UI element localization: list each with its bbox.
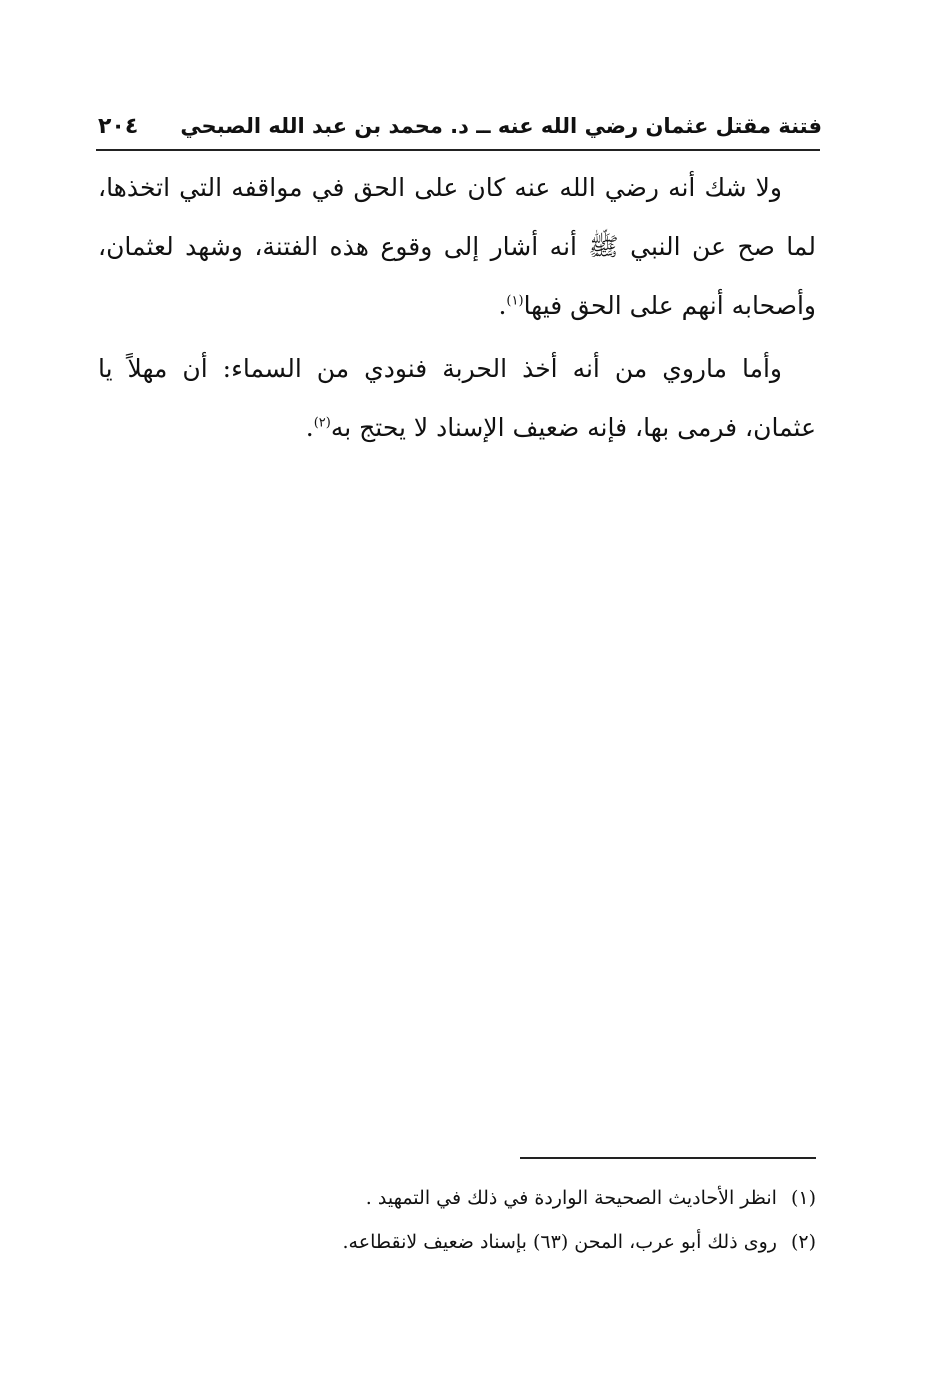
footnote-ref-2: (٢) [313, 415, 331, 431]
paragraph-1 [98, 158, 816, 335]
running-header [98, 110, 822, 148]
paragraph-2-end: . [305, 413, 314, 442]
paragraph-1-text: ولا شك أنه رضي الله عنه كان على الحق في مواقفه التي اتخذها، لما صح عن النبي ﷺ أنه أشار إلى وقوع هذه الفتنة، وشهد لعثمان، وأصحابه أنهم على الحق فيها [98, 173, 816, 320]
footnote-1-number: (١) [790, 1187, 816, 1209]
footnote-1 [98, 1176, 816, 1220]
page-number: ٢٠٤ [98, 114, 139, 139]
footnotes [98, 1176, 816, 1264]
paragraph-2-text: وأما ماروي من أنه أخذ الحربة فنودي من السماء: أن مهلاً يا عثمان، فرمى بها، فإنه ضعيف الإسناد لا يحتج به [98, 354, 816, 442]
footnote-2-number: (٢) [790, 1231, 816, 1253]
footnote-1-text: انظر الأحاديث الصحيحة الواردة في ذلك في التمهيد . [365, 1187, 777, 1209]
header-rule [96, 149, 820, 151]
footnote-separator [520, 1157, 816, 1159]
paragraph-2 [98, 339, 816, 457]
body-text [98, 158, 816, 461]
header-title: فتنة مقتل عثمان رضي الله عنه ــ د. محمد بن عبد الله الصبحي [180, 114, 822, 138]
footnote-2 [98, 1220, 816, 1264]
footnote-2-text: روى ذلك أبو عرب، المحن (٦٣) بإسناد ضعيف لانقطاعه. [342, 1231, 777, 1253]
paragraph-1-end: . [498, 291, 507, 320]
footnote-ref-1: (١) [506, 293, 524, 309]
